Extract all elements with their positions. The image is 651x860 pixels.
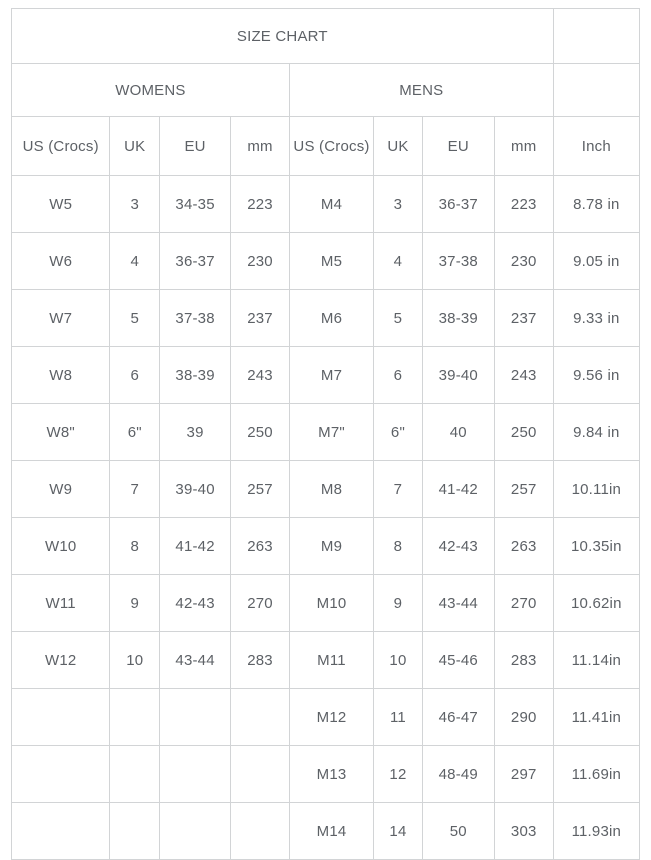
cell-mens-uk: 9 <box>374 575 423 632</box>
cell-inch: 11.69in <box>553 746 639 803</box>
cell-mens-us: M11 <box>289 632 373 689</box>
cell-mens-us: M7 <box>289 347 373 404</box>
cell-inch: 9.56 in <box>553 347 639 404</box>
cell-mens-mm: 223 <box>494 176 553 233</box>
cell-womens-eu: 34-35 <box>160 176 231 233</box>
table-row <box>12 176 640 233</box>
cell-womens-mm: 283 <box>231 632 290 689</box>
cell-womens-uk: 4 <box>110 233 160 290</box>
cell-mens-us: M9 <box>289 518 373 575</box>
cell-mens-us: M14 <box>289 803 373 860</box>
cell-womens-uk: 6 <box>110 347 160 404</box>
cell-mens-mm: 297 <box>494 746 553 803</box>
cell-inch: 11.14in <box>553 632 639 689</box>
cell-mens-mm: 303 <box>494 803 553 860</box>
cell-womens-mm: 223 <box>231 176 290 233</box>
cell-mens-us: M8 <box>289 461 373 518</box>
header-mens-eu: EU <box>422 117 494 176</box>
cell-mens-uk: 6 <box>374 347 423 404</box>
cell-womens-mm: 250 <box>231 404 290 461</box>
cell-womens-mm: 243 <box>231 347 290 404</box>
cell-womens-mm <box>231 803 290 860</box>
cell-womens-us: W6 <box>12 233 110 290</box>
table-row <box>12 404 640 461</box>
cell-mens-uk: 10 <box>374 632 423 689</box>
cell-mens-uk: 3 <box>374 176 423 233</box>
cell-mens-mm: 283 <box>494 632 553 689</box>
cell-mens-eu: 50 <box>422 803 494 860</box>
header-womens-uk: UK <box>110 117 160 176</box>
cell-womens-uk <box>110 746 160 803</box>
cell-womens-us: W7 <box>12 290 110 347</box>
cell-womens-eu: 37-38 <box>160 290 231 347</box>
cell-womens-mm: 230 <box>231 233 290 290</box>
table-row <box>12 461 640 518</box>
header-womens-mm: mm <box>231 117 290 176</box>
cell-mens-eu: 42-43 <box>422 518 494 575</box>
cell-mens-eu: 45-46 <box>422 632 494 689</box>
header-womens-eu: EU <box>160 117 231 176</box>
title-row <box>12 9 640 64</box>
cell-mens-uk: 12 <box>374 746 423 803</box>
cell-inch: 9.84 in <box>553 404 639 461</box>
cell-inch: 10.62in <box>553 575 639 632</box>
cell-womens-eu <box>160 803 231 860</box>
cell-mens-us: M13 <box>289 746 373 803</box>
header-inch: Inch <box>553 117 639 176</box>
cell-womens-us <box>12 689 110 746</box>
cell-womens-us: W5 <box>12 176 110 233</box>
cell-womens-us: W10 <box>12 518 110 575</box>
cell-womens-eu: 42-43 <box>160 575 231 632</box>
cell-mens-mm: 290 <box>494 689 553 746</box>
cell-mens-uk: 8 <box>374 518 423 575</box>
cell-womens-uk: 9 <box>110 575 160 632</box>
table-row <box>12 233 640 290</box>
cell-mens-mm: 230 <box>494 233 553 290</box>
size-chart-table <box>11 8 640 860</box>
group-header-mens: MENS <box>289 64 553 117</box>
cell-womens-us: W8" <box>12 404 110 461</box>
cell-mens-eu: 41-42 <box>422 461 494 518</box>
cell-inch: 9.33 in <box>553 290 639 347</box>
table-row <box>12 518 640 575</box>
cell-womens-eu <box>160 746 231 803</box>
cell-inch: 9.05 in <box>553 233 639 290</box>
cell-mens-us: M4 <box>289 176 373 233</box>
table-row <box>12 803 640 860</box>
chart-title: SIZE CHART <box>12 9 554 64</box>
cell-womens-eu <box>160 689 231 746</box>
header-womens-us: US (Crocs) <box>12 117 110 176</box>
cell-mens-eu: 43-44 <box>422 575 494 632</box>
cell-womens-mm: 237 <box>231 290 290 347</box>
cell-mens-mm: 257 <box>494 461 553 518</box>
cell-mens-mm: 270 <box>494 575 553 632</box>
cell-womens-uk: 6" <box>110 404 160 461</box>
header-mens-us: US (Crocs) <box>289 117 373 176</box>
table-row <box>12 290 640 347</box>
group-spacer-cell <box>553 64 639 117</box>
cell-mens-us: M7" <box>289 404 373 461</box>
cell-mens-eu: 46-47 <box>422 689 494 746</box>
cell-mens-eu: 37-38 <box>422 233 494 290</box>
cell-womens-mm <box>231 689 290 746</box>
cell-womens-uk: 3 <box>110 176 160 233</box>
cell-mens-us: M12 <box>289 689 373 746</box>
cell-womens-uk: 7 <box>110 461 160 518</box>
cell-mens-uk: 7 <box>374 461 423 518</box>
cell-mens-uk: 14 <box>374 803 423 860</box>
cell-womens-mm <box>231 746 290 803</box>
cell-mens-mm: 243 <box>494 347 553 404</box>
cell-womens-eu: 39-40 <box>160 461 231 518</box>
cell-mens-eu: 36-37 <box>422 176 494 233</box>
cell-mens-mm: 263 <box>494 518 553 575</box>
cell-mens-eu: 48-49 <box>422 746 494 803</box>
cell-mens-us: M6 <box>289 290 373 347</box>
cell-womens-eu: 36-37 <box>160 233 231 290</box>
cell-inch: 8.78 in <box>553 176 639 233</box>
header-mens-mm: mm <box>494 117 553 176</box>
cell-mens-eu: 38-39 <box>422 290 494 347</box>
cell-mens-mm: 250 <box>494 404 553 461</box>
cell-mens-uk: 4 <box>374 233 423 290</box>
column-header-row <box>12 117 640 176</box>
cell-mens-us: M5 <box>289 233 373 290</box>
cell-womens-uk: 10 <box>110 632 160 689</box>
cell-womens-uk <box>110 803 160 860</box>
cell-womens-mm: 270 <box>231 575 290 632</box>
cell-mens-eu: 40 <box>422 404 494 461</box>
table-row <box>12 746 640 803</box>
cell-womens-us: W8 <box>12 347 110 404</box>
cell-womens-mm: 257 <box>231 461 290 518</box>
cell-womens-eu: 41-42 <box>160 518 231 575</box>
cell-womens-uk: 8 <box>110 518 160 575</box>
cell-womens-eu: 38-39 <box>160 347 231 404</box>
cell-womens-eu: 39 <box>160 404 231 461</box>
cell-womens-us <box>12 746 110 803</box>
table-row <box>12 575 640 632</box>
cell-mens-us: M10 <box>289 575 373 632</box>
group-header-womens: WOMENS <box>12 64 290 117</box>
cell-inch: 11.41in <box>553 689 639 746</box>
cell-womens-us: W12 <box>12 632 110 689</box>
cell-mens-uk: 6" <box>374 404 423 461</box>
cell-inch: 10.11in <box>553 461 639 518</box>
cell-womens-us: W9 <box>12 461 110 518</box>
cell-inch: 10.35in <box>553 518 639 575</box>
cell-womens-us <box>12 803 110 860</box>
cell-womens-uk: 5 <box>110 290 160 347</box>
cell-womens-us: W11 <box>12 575 110 632</box>
table-row <box>12 632 640 689</box>
table-row <box>12 689 640 746</box>
size-chart-body <box>12 9 640 860</box>
cell-womens-eu: 43-44 <box>160 632 231 689</box>
table-row <box>12 347 640 404</box>
group-row <box>12 64 640 117</box>
cell-womens-mm: 263 <box>231 518 290 575</box>
cell-mens-mm: 237 <box>494 290 553 347</box>
cell-mens-uk: 5 <box>374 290 423 347</box>
title-spacer-cell <box>553 9 639 64</box>
cell-womens-uk <box>110 689 160 746</box>
cell-mens-uk: 11 <box>374 689 423 746</box>
header-mens-uk: UK <box>374 117 423 176</box>
cell-mens-eu: 39-40 <box>422 347 494 404</box>
cell-inch: 11.93in <box>553 803 639 860</box>
